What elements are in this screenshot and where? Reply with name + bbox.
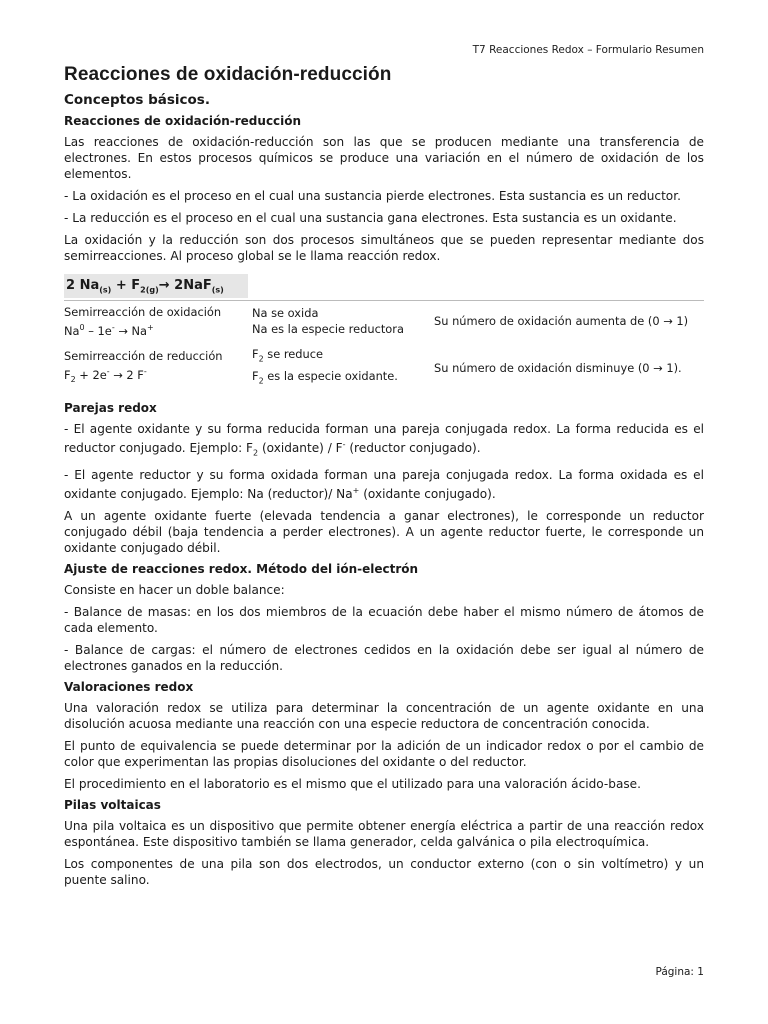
oxidation-change: Su número de oxidación aumenta de (0 → 1) [434, 300, 704, 340]
reduction-row [64, 340, 704, 391]
oxidation-label: Semirreacción de oxidación [64, 304, 222, 319]
oxidation-note: Na es la especie reductora [252, 321, 404, 336]
paragraph: A un agente oxidante fuerte (elevada tendencia a ganar electrones), le corresponde un reductor conjugado débil (baja tendencia a perder electrones). A un agente reductor fuerte, le corresponde un oxidante conjugado débil. [64, 509, 704, 556]
paragraph: Una valoración redox se utiliza para determinar la concentración de un agente oxidante en una disolución acuosa mediante una reacción con una especie reductora de concentración conocida. [64, 701, 704, 732]
page-content [64, 64, 704, 894]
oxidation-note: Na se oxida [252, 305, 319, 320]
paragraph: Las reacciones de oxidación-reducción son las que se producen mediante una transferencia de electrones. En estos procesos químicos se produce una variación en el número de oxidación de los elementos. [64, 135, 704, 181]
paragraph: - El agente reductor y su forma oxidada forman una pareja conjugada redox. La forma oxidada es el oxidante conjugado. Ejemplo: Na (reductor)/ Na+ (oxidante conjugado). [64, 468, 704, 502]
half-reactions-table [64, 300, 704, 391]
section-heading-pilas: Pilas voltaicas [64, 798, 161, 813]
reduction-change: Su número de oxidación disminuye (0 → 1). [434, 360, 682, 375]
oxidation-equation: Na$^0$ – 1e- → Na+ [64, 322, 154, 338]
section-heading-ajuste: Ajuste de reacciones redox. Método del ión-electrón [64, 562, 419, 577]
paragraph: Una pila voltaica es un dispositivo que permite obtener energía eléctrica a partir de una reacción redox espontánea. Este dispositivo también se llama generador, celda galvánica o pila electroquímica. [64, 819, 704, 850]
reduction-equation: $F_2 + 2e^- \to 2$ F- [64, 366, 147, 384]
paragraph: Los componentes de una pila son dos electrodos, un conductor externo (con o sin voltímetro) y un puente salino. [64, 857, 704, 888]
paragraph: - La oxidación es el proceso en el cual una sustancia pierde electrones. Esta sustancia es un reductor. [64, 189, 681, 203]
page-title: Reacciones de oxidación-reducción [64, 64, 392, 85]
paragraph: - Balance de masas: en los dos miembros de la ecuación debe haber el mismo número de átomos de cada elemento. [64, 605, 704, 636]
subheading-reacciones: Reacciones de oxidación-reducción [64, 114, 302, 128]
section-heading-conceptos: Conceptos básicos. [64, 92, 210, 108]
paragraph: La oxidación y la reducción son dos procesos simultáneos que se pueden representar mediante dos semirreacciones. Al proceso global se le llama reacción redox. [64, 233, 704, 263]
global-equation: 2 $Na_{(s)} + F_{2(g)}\to 2NaF_{(s)}$ [64, 274, 248, 298]
reduction-label: Semirreacción de reducción [64, 348, 223, 363]
section-heading-parejas: Parejas redox [64, 400, 157, 415]
reduction-note: $F_2$ es la especie oxidante. [252, 368, 398, 385]
running-header: T7 Reacciones Redox – Formulario Resumen [472, 44, 704, 56]
paragraph: - La reducción es el proceso en el cual una sustancia gana electrones. Esta sustancia es un oxidante. [64, 211, 677, 225]
paragraph: - El agente oxidante y su forma reducida forman una pareja conjugada redox. La forma reducida es el reductor conjugado. Ejemplo: $F_2$ (oxidante) / F- (reductor conjugado). [64, 421, 704, 458]
oxidation-row [64, 300, 704, 340]
page-number: Página: 1 [655, 966, 704, 978]
section-heading-valoraciones: Valoraciones redox [64, 680, 194, 695]
paragraph: El procedimiento en el laboratorio es el mismo que el utilizado para una valoración ácido-base. [64, 777, 641, 792]
paragraph: - Balance de cargas: el número de electrones cedidos en la oxidación debe ser igual al número de electrones ganados en la reducción. [64, 643, 704, 674]
reduction-note: $F_2$ se reduce [252, 347, 324, 364]
paragraph: El punto de equivalencia se puede determinar por la adición de un indicador redox o por el cambio de color que experimentan las propias disoluciones del oxidante o del reductor. [64, 739, 704, 770]
paragraph: Consiste en hacer un doble balance: [64, 583, 285, 598]
